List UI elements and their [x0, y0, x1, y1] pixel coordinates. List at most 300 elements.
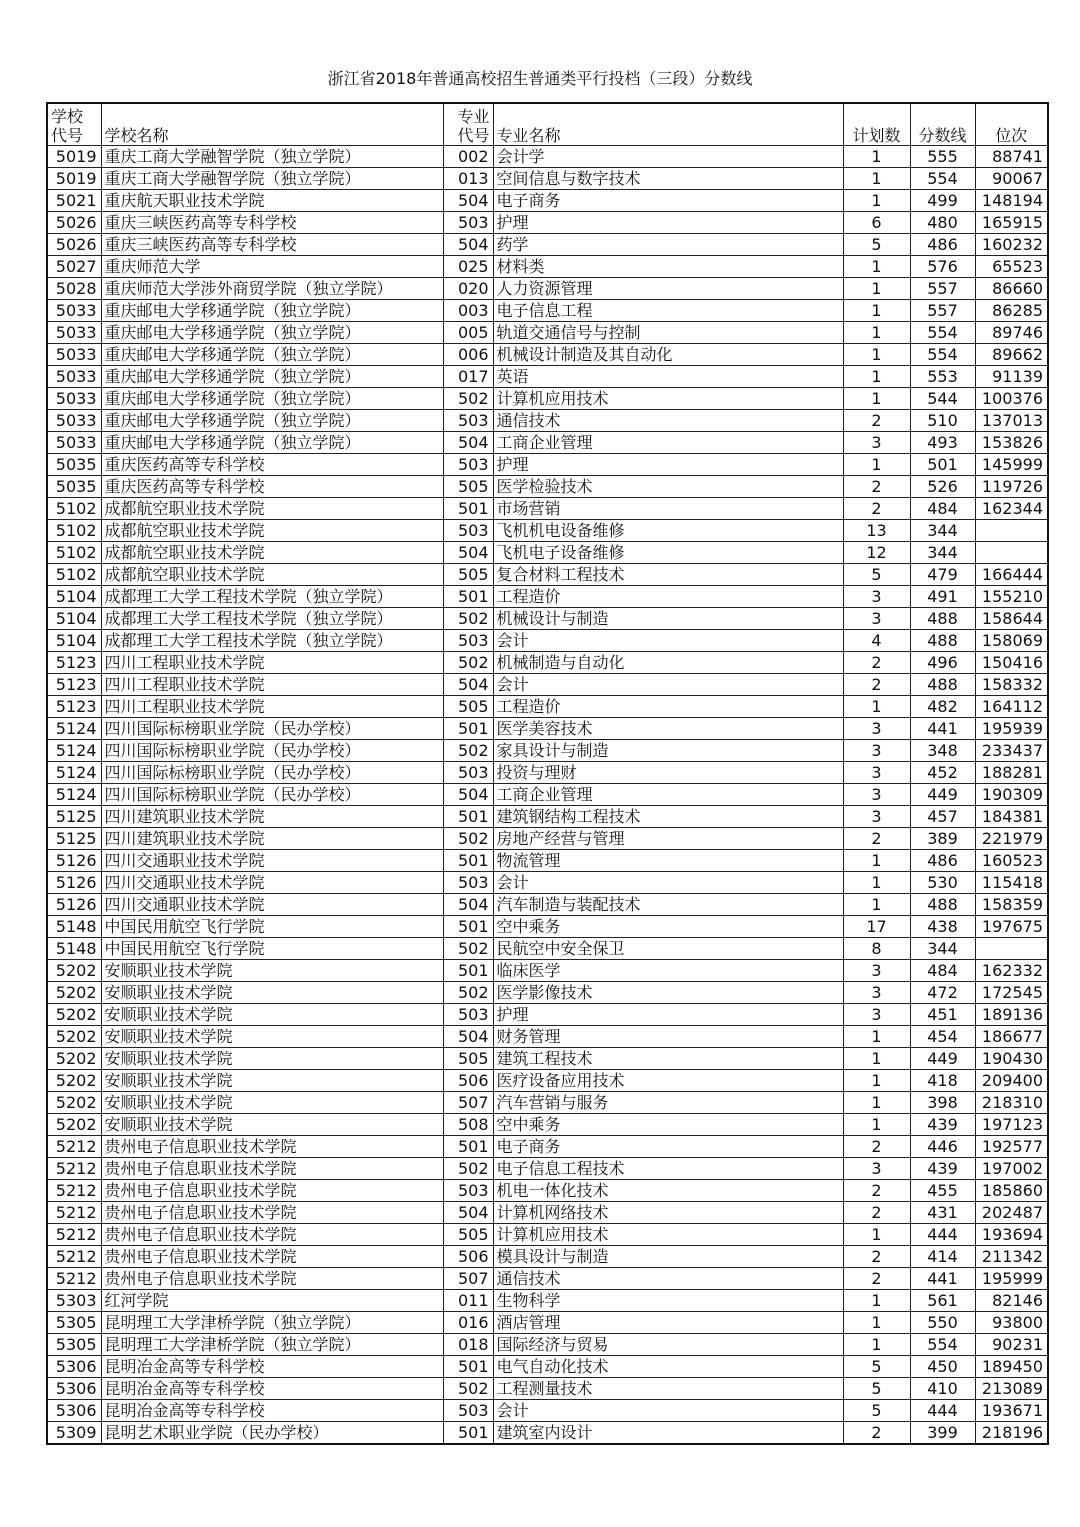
- plan-count-cell: 1: [843, 1114, 910, 1136]
- score-line-cell: 486: [910, 850, 975, 872]
- plan-count-cell: 1: [843, 1312, 910, 1334]
- plan-count-cell: 5: [843, 1378, 910, 1400]
- plan-count-cell: 3: [843, 740, 910, 762]
- score-line-cell: 399: [910, 1422, 975, 1445]
- plan-count-cell: 2: [843, 1180, 910, 1202]
- table-row: [47, 652, 1048, 674]
- score-line-cell: 557: [910, 278, 975, 300]
- major-code-cell: 508: [443, 1114, 493, 1136]
- rank-cell: 119726: [975, 476, 1048, 498]
- school-name-cell: 贵州电子信息职业技术学院: [101, 1136, 443, 1158]
- major-name-cell: 模具设计与制造: [493, 1246, 843, 1268]
- school-code-cell: 5102: [47, 520, 101, 542]
- plan-count-cell: 2: [843, 652, 910, 674]
- major-code-cell: 505: [443, 696, 493, 718]
- score-line-cell: 398: [910, 1092, 975, 1114]
- plan-count-cell: 1: [843, 344, 910, 366]
- major-code-cell: 503: [443, 762, 493, 784]
- school-code-cell: 5126: [47, 894, 101, 916]
- school-code-cell: 5021: [47, 190, 101, 212]
- plan-count-cell: 1: [843, 1070, 910, 1092]
- plan-count-cell: 2: [843, 674, 910, 696]
- table-row: [47, 344, 1048, 366]
- school-name-cell: 昆明理工大学津桥学院（独立学院）: [101, 1334, 443, 1356]
- rank-cell: [975, 542, 1048, 564]
- major-name-cell: 房地产经营与管理: [493, 828, 843, 850]
- score-line-cell: 499: [910, 190, 975, 212]
- plan-count-cell: 2: [843, 1246, 910, 1268]
- plan-count-cell: 1: [843, 872, 910, 894]
- school-name-cell: 安顺职业技术学院: [101, 1070, 443, 1092]
- major-name-cell: 生物科学: [493, 1290, 843, 1312]
- plan-count-cell: 1: [843, 256, 910, 278]
- major-code-cell: 504: [443, 784, 493, 806]
- rank-cell: [975, 938, 1048, 960]
- school-code-cell: 5035: [47, 476, 101, 498]
- table-row: [47, 1224, 1048, 1246]
- score-line-cell: 526: [910, 476, 975, 498]
- rank-cell: 195939: [975, 718, 1048, 740]
- table-row: [47, 432, 1048, 454]
- rank-cell: 88741: [975, 146, 1048, 168]
- plan-count-cell: 1: [843, 388, 910, 410]
- plan-count-cell: 2: [843, 1268, 910, 1290]
- plan-count-cell: 1: [843, 1092, 910, 1114]
- rank-cell: 197123: [975, 1114, 1048, 1136]
- plan-count-cell: 1: [843, 894, 910, 916]
- header-major-name: 专业名称: [493, 103, 843, 146]
- score-line-cell: 561: [910, 1290, 975, 1312]
- rank-cell: 211342: [975, 1246, 1048, 1268]
- score-line-cell: 576: [910, 256, 975, 278]
- rank-cell: 202487: [975, 1202, 1048, 1224]
- score-line-cell: 389: [910, 828, 975, 850]
- school-code-cell: 5033: [47, 366, 101, 388]
- table-row: [47, 1378, 1048, 1400]
- school-code-cell: 5306: [47, 1400, 101, 1422]
- table-row: [47, 1312, 1048, 1334]
- major-name-cell: 财务管理: [493, 1026, 843, 1048]
- school-name-cell: 重庆工商大学融智学院（独立学院）: [101, 146, 443, 168]
- major-name-cell: 工程造价: [493, 586, 843, 608]
- rank-cell: 164112: [975, 696, 1048, 718]
- plan-count-cell: 3: [843, 1004, 910, 1026]
- school-name-cell: 四川国际标榜职业学院（民办学校）: [101, 762, 443, 784]
- rank-cell: 90067: [975, 168, 1048, 190]
- rank-cell: 188281: [975, 762, 1048, 784]
- school-name-cell: 贵州电子信息职业技术学院: [101, 1268, 443, 1290]
- major-name-cell: 建筑工程技术: [493, 1048, 843, 1070]
- table-row: [47, 366, 1048, 388]
- rank-cell: 155210: [975, 586, 1048, 608]
- major-code-cell: 502: [443, 1378, 493, 1400]
- rank-cell: 189136: [975, 1004, 1048, 1026]
- score-line-cell: 441: [910, 718, 975, 740]
- major-name-cell: 医疗设备应用技术: [493, 1070, 843, 1092]
- school-code-cell: 5035: [47, 454, 101, 476]
- major-code-cell: 503: [443, 212, 493, 234]
- score-line-cell: 488: [910, 608, 975, 630]
- score-line-cell: 496: [910, 652, 975, 674]
- school-code-cell: 5104: [47, 586, 101, 608]
- major-name-cell: 市场营销: [493, 498, 843, 520]
- school-code-cell: 5212: [47, 1268, 101, 1290]
- school-name-cell: 重庆师范大学涉外商贸学院（独立学院）: [101, 278, 443, 300]
- table-row: [47, 454, 1048, 476]
- school-code-cell: 5028: [47, 278, 101, 300]
- score-line-cell: 450: [910, 1356, 975, 1378]
- plan-count-cell: 5: [843, 1356, 910, 1378]
- rank-cell: 184381: [975, 806, 1048, 828]
- rank-cell: 148194: [975, 190, 1048, 212]
- plan-count-cell: 1: [843, 1334, 910, 1356]
- major-name-cell: 机械设计与制造: [493, 608, 843, 630]
- rank-cell: 218196: [975, 1422, 1048, 1445]
- score-line-cell: 441: [910, 1268, 975, 1290]
- score-line-cell: 454: [910, 1026, 975, 1048]
- plan-count-cell: 3: [843, 1158, 910, 1180]
- score-line-cell: 493: [910, 432, 975, 454]
- school-name-cell: 四川国际标榜职业学院（民办学校）: [101, 784, 443, 806]
- header-rank: 位次: [975, 103, 1048, 146]
- score-line-cell: 344: [910, 542, 975, 564]
- school-code-cell: 5202: [47, 1026, 101, 1048]
- school-code-cell: 5123: [47, 652, 101, 674]
- rank-cell: 186677: [975, 1026, 1048, 1048]
- school-code-cell: 5202: [47, 982, 101, 1004]
- table-row: [47, 542, 1048, 564]
- major-code-cell: 018: [443, 1334, 493, 1356]
- score-line-cell: 501: [910, 454, 975, 476]
- major-code-cell: 506: [443, 1070, 493, 1092]
- school-code-cell: 5123: [47, 696, 101, 718]
- rank-cell: 158359: [975, 894, 1048, 916]
- rank-cell: [975, 520, 1048, 542]
- score-line-cell: 544: [910, 388, 975, 410]
- plan-count-cell: 17: [843, 916, 910, 938]
- plan-count-cell: 3: [843, 718, 910, 740]
- score-table: [46, 102, 1049, 1445]
- school-name-cell: 四川交通职业技术学院: [101, 850, 443, 872]
- plan-count-cell: 1: [843, 454, 910, 476]
- school-name-cell: 昆明冶金高等专科学校: [101, 1400, 443, 1422]
- header-school-code: 学校 代号: [47, 103, 101, 146]
- school-name-cell: 重庆邮电大学移通学院（独立学院）: [101, 388, 443, 410]
- school-name-cell: 安顺职业技术学院: [101, 960, 443, 982]
- plan-count-cell: 3: [843, 608, 910, 630]
- score-line-cell: 488: [910, 674, 975, 696]
- major-name-cell: 家具设计与制造: [493, 740, 843, 762]
- plan-count-cell: 1: [843, 1048, 910, 1070]
- school-code-cell: 5148: [47, 938, 101, 960]
- major-name-cell: 工程造价: [493, 696, 843, 718]
- school-name-cell: 贵州电子信息职业技术学院: [101, 1224, 443, 1246]
- score-line-cell: 455: [910, 1180, 975, 1202]
- school-code-cell: 5212: [47, 1246, 101, 1268]
- major-code-cell: 017: [443, 366, 493, 388]
- school-code-cell: 5126: [47, 850, 101, 872]
- rank-cell: 153826: [975, 432, 1048, 454]
- table-row: [47, 168, 1048, 190]
- rank-cell: 233437: [975, 740, 1048, 762]
- school-code-cell: 5033: [47, 300, 101, 322]
- score-line-cell: 444: [910, 1400, 975, 1422]
- school-name-cell: 四川国际标榜职业学院（民办学校）: [101, 718, 443, 740]
- school-name-cell: 贵州电子信息职业技术学院: [101, 1158, 443, 1180]
- table-row: [47, 1202, 1048, 1224]
- rank-cell: 190309: [975, 784, 1048, 806]
- school-name-cell: 成都理工大学工程技术学院（独立学院）: [101, 630, 443, 652]
- major-code-cell: 504: [443, 542, 493, 564]
- school-name-cell: 重庆医药高等专科学校: [101, 476, 443, 498]
- major-name-cell: 复合材料工程技术: [493, 564, 843, 586]
- major-code-cell: 501: [443, 1136, 493, 1158]
- major-name-cell: 计算机应用技术: [493, 388, 843, 410]
- school-name-cell: 重庆三峡医药高等专科学校: [101, 212, 443, 234]
- major-code-cell: 503: [443, 872, 493, 894]
- plan-count-cell: 2: [843, 476, 910, 498]
- major-name-cell: 电子信息工程技术: [493, 1158, 843, 1180]
- major-code-cell: 501: [443, 586, 493, 608]
- school-name-cell: 安顺职业技术学院: [101, 982, 443, 1004]
- score-line-cell: 553: [910, 366, 975, 388]
- table-row: [47, 300, 1048, 322]
- school-code-cell: 5202: [47, 960, 101, 982]
- school-code-cell: 5019: [47, 168, 101, 190]
- table-row: [47, 1400, 1048, 1422]
- rank-cell: 86660: [975, 278, 1048, 300]
- rank-cell: 145999: [975, 454, 1048, 476]
- plan-count-cell: 1: [843, 366, 910, 388]
- major-code-cell: 507: [443, 1092, 493, 1114]
- score-line-cell: 439: [910, 1158, 975, 1180]
- major-name-cell: 电气自动化技术: [493, 1356, 843, 1378]
- table-row: [47, 982, 1048, 1004]
- table-row: [47, 476, 1048, 498]
- table-row: [47, 1026, 1048, 1048]
- score-line-cell: 555: [910, 146, 975, 168]
- school-name-cell: 中国民用航空飞行学院: [101, 938, 443, 960]
- major-name-cell: 英语: [493, 366, 843, 388]
- school-code-cell: 5102: [47, 542, 101, 564]
- school-name-cell: 贵州电子信息职业技术学院: [101, 1202, 443, 1224]
- major-name-cell: 轨道交通信号与控制: [493, 322, 843, 344]
- table-row: [47, 916, 1048, 938]
- school-code-cell: 5126: [47, 872, 101, 894]
- table-row: [47, 1334, 1048, 1356]
- major-name-cell: 工程测量技术: [493, 1378, 843, 1400]
- table-row: [47, 1268, 1048, 1290]
- table-row: [47, 1092, 1048, 1114]
- major-name-cell: 会计: [493, 1400, 843, 1422]
- table-row: [47, 740, 1048, 762]
- score-line-cell: 554: [910, 168, 975, 190]
- major-code-cell: 501: [443, 718, 493, 740]
- major-name-cell: 国际经济与贸易: [493, 1334, 843, 1356]
- score-line-cell: 554: [910, 322, 975, 344]
- table-row: [47, 784, 1048, 806]
- major-name-cell: 建筑钢结构工程技术: [493, 806, 843, 828]
- school-name-cell: 安顺职业技术学院: [101, 1114, 443, 1136]
- school-code-cell: 5124: [47, 762, 101, 784]
- major-code-cell: 505: [443, 1224, 493, 1246]
- rank-cell: 137013: [975, 410, 1048, 432]
- school-code-cell: 5305: [47, 1312, 101, 1334]
- major-code-cell: 506: [443, 1246, 493, 1268]
- school-name-cell: 重庆邮电大学移通学院（独立学院）: [101, 366, 443, 388]
- rank-cell: 115418: [975, 872, 1048, 894]
- major-code-cell: 504: [443, 1202, 493, 1224]
- major-name-cell: 空间信息与数字技术: [493, 168, 843, 190]
- table-row: [47, 1356, 1048, 1378]
- major-code-cell: 505: [443, 476, 493, 498]
- school-name-cell: 四川国际标榜职业学院（民办学校）: [101, 740, 443, 762]
- major-name-cell: 空中乘务: [493, 1114, 843, 1136]
- score-line-cell: 510: [910, 410, 975, 432]
- score-line-cell: 550: [910, 1312, 975, 1334]
- major-name-cell: 电子信息工程: [493, 300, 843, 322]
- rank-cell: 190430: [975, 1048, 1048, 1070]
- plan-count-cell: 6: [843, 212, 910, 234]
- school-code-cell: 5202: [47, 1070, 101, 1092]
- plan-count-cell: 3: [843, 982, 910, 1004]
- school-code-cell: 5102: [47, 498, 101, 520]
- school-code-cell: 5202: [47, 1004, 101, 1026]
- school-code-cell: 5123: [47, 674, 101, 696]
- rank-cell: 86285: [975, 300, 1048, 322]
- score-line-cell: 410: [910, 1378, 975, 1400]
- school-code-cell: 5104: [47, 608, 101, 630]
- major-code-cell: 013: [443, 168, 493, 190]
- plan-count-cell: 8: [843, 938, 910, 960]
- school-name-cell: 成都航空职业技术学院: [101, 564, 443, 586]
- major-name-cell: 机电一体化技术: [493, 1180, 843, 1202]
- school-name-cell: 安顺职业技术学院: [101, 1026, 443, 1048]
- score-line-cell: 444: [910, 1224, 975, 1246]
- score-line-cell: 480: [910, 212, 975, 234]
- major-code-cell: 503: [443, 454, 493, 476]
- score-line-cell: 557: [910, 300, 975, 322]
- school-code-cell: 5212: [47, 1180, 101, 1202]
- rank-cell: 209400: [975, 1070, 1048, 1092]
- table-row: [47, 828, 1048, 850]
- plan-count-cell: 1: [843, 850, 910, 872]
- score-line-cell: 484: [910, 960, 975, 982]
- school-code-cell: 5033: [47, 344, 101, 366]
- score-line-cell: 488: [910, 630, 975, 652]
- rank-cell: 91139: [975, 366, 1048, 388]
- school-name-cell: 安顺职业技术学院: [101, 1092, 443, 1114]
- rank-cell: 192577: [975, 1136, 1048, 1158]
- school-code-cell: 5019: [47, 146, 101, 168]
- table-row: [47, 520, 1048, 542]
- score-line-cell: 486: [910, 234, 975, 256]
- major-code-cell: 501: [443, 806, 493, 828]
- rank-cell: 166444: [975, 564, 1048, 586]
- major-name-cell: 医学美容技术: [493, 718, 843, 740]
- school-code-cell: 5125: [47, 828, 101, 850]
- plan-count-cell: 5: [843, 564, 910, 586]
- major-code-cell: 502: [443, 608, 493, 630]
- plan-count-cell: 1: [843, 322, 910, 344]
- header-score: 分数线: [910, 103, 975, 146]
- rank-cell: 185860: [975, 1180, 1048, 1202]
- major-code-cell: 504: [443, 190, 493, 212]
- school-code-cell: 5212: [47, 1136, 101, 1158]
- major-name-cell: 会计: [493, 674, 843, 696]
- table-row: [47, 1158, 1048, 1180]
- major-name-cell: 医学影像技术: [493, 982, 843, 1004]
- rank-cell: 90231: [975, 1334, 1048, 1356]
- major-code-cell: 501: [443, 850, 493, 872]
- school-name-cell: 昆明冶金高等专科学校: [101, 1356, 443, 1378]
- rank-cell: 158069: [975, 630, 1048, 652]
- table-row: [47, 1180, 1048, 1202]
- major-code-cell: 025: [443, 256, 493, 278]
- major-name-cell: 药学: [493, 234, 843, 256]
- plan-count-cell: 2: [843, 1422, 910, 1445]
- major-code-cell: 503: [443, 630, 493, 652]
- score-line-cell: 418: [910, 1070, 975, 1092]
- rank-cell: 82146: [975, 1290, 1048, 1312]
- rank-cell: 172545: [975, 982, 1048, 1004]
- header-school-name: 学校名称: [101, 103, 443, 146]
- school-name-cell: 成都理工大学工程技术学院（独立学院）: [101, 608, 443, 630]
- major-name-cell: 空中乘务: [493, 916, 843, 938]
- table-row: [47, 410, 1048, 432]
- rank-cell: 158644: [975, 608, 1048, 630]
- rank-cell: 158332: [975, 674, 1048, 696]
- major-name-cell: 会计: [493, 630, 843, 652]
- major-code-cell: 501: [443, 916, 493, 938]
- major-code-cell: 503: [443, 520, 493, 542]
- table-row: [47, 850, 1048, 872]
- table-row: [47, 674, 1048, 696]
- school-name-cell: 贵州电子信息职业技术学院: [101, 1180, 443, 1202]
- major-code-cell: 502: [443, 938, 493, 960]
- document-title: 浙江省2018年普通高校招生普通类平行投档（三段）分数线: [327, 69, 753, 88]
- major-code-cell: 503: [443, 1180, 493, 1202]
- rank-cell: 100376: [975, 388, 1048, 410]
- major-code-cell: 507: [443, 1268, 493, 1290]
- rank-cell: 193694: [975, 1224, 1048, 1246]
- rank-cell: 197675: [975, 916, 1048, 938]
- plan-count-cell: 5: [843, 234, 910, 256]
- school-name-cell: 昆明理工大学津桥学院（独立学院）: [101, 1312, 443, 1334]
- rank-cell: 221979: [975, 828, 1048, 850]
- school-code-cell: 5124: [47, 718, 101, 740]
- major-code-cell: 504: [443, 1026, 493, 1048]
- major-code-cell: 501: [443, 1422, 493, 1445]
- major-code-cell: 502: [443, 1158, 493, 1180]
- score-line-cell: 348: [910, 740, 975, 762]
- major-name-cell: 临床医学: [493, 960, 843, 982]
- school-code-cell: 5202: [47, 1092, 101, 1114]
- major-name-cell: 建筑室内设计: [493, 1422, 843, 1445]
- school-name-cell: 重庆邮电大学移通学院（独立学院）: [101, 344, 443, 366]
- table-row: [47, 630, 1048, 652]
- school-code-cell: 5124: [47, 740, 101, 762]
- plan-count-cell: 2: [843, 410, 910, 432]
- school-code-cell: 5212: [47, 1224, 101, 1246]
- plan-count-cell: 1: [843, 278, 910, 300]
- table-row: [47, 146, 1048, 168]
- major-name-cell: 医学检验技术: [493, 476, 843, 498]
- score-line-cell: 431: [910, 1202, 975, 1224]
- major-name-cell: 人力资源管理: [493, 278, 843, 300]
- school-name-cell: 四川工程职业技术学院: [101, 674, 443, 696]
- rank-cell: 195999: [975, 1268, 1048, 1290]
